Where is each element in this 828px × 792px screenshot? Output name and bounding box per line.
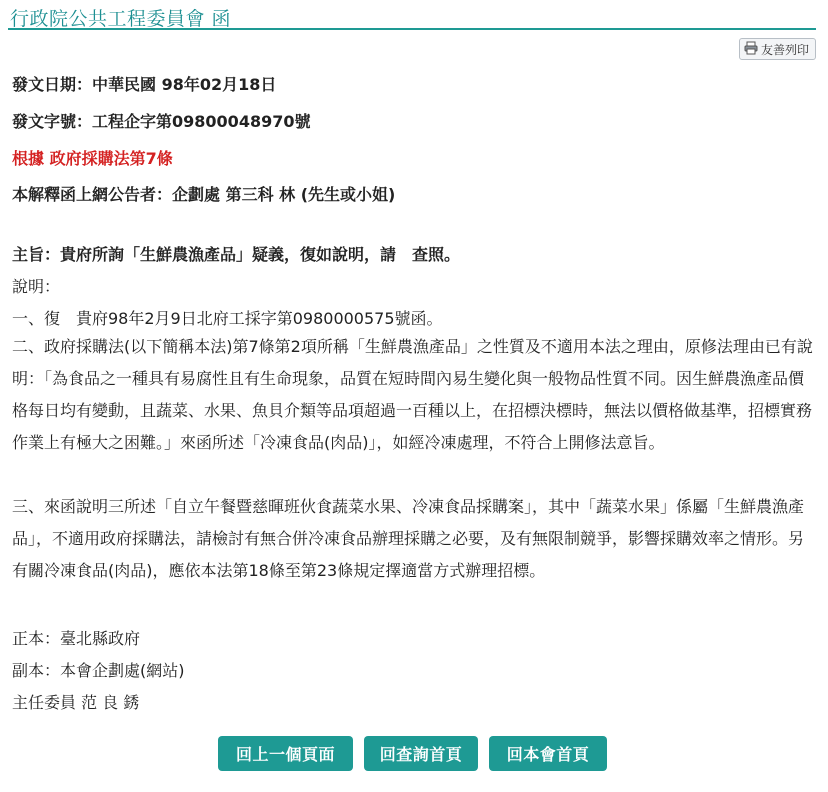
back-button[interactable]: 回上一個頁面 <box>218 736 353 771</box>
issue-date-value: 中華民國 98年02月18日 <box>92 75 277 94</box>
explanation-label: 說明： <box>12 277 61 296</box>
copy-recipient: 副本：本會企劃處(網站) <box>12 661 185 680</box>
friendly-print-button[interactable] <box>739 38 816 60</box>
document-number-value: 工程企字第09800048970號 <box>92 112 311 131</box>
printer-icon <box>744 41 758 58</box>
page-header <box>8 2 816 30</box>
navigation-buttons <box>0 736 828 772</box>
original-recipient: 正本：臺北縣政府 <box>12 629 141 648</box>
subject-line: 主旨：貴府所詢「生鮮農漁產品」疑義，復如說明，請 查照。 <box>12 245 461 264</box>
page-title: 行政院公共工程委員會 函 <box>10 8 232 30</box>
search-home-button[interactable]: 回查詢首頁 <box>364 736 478 771</box>
signer: 主任委員 范 良 銹 <box>12 693 140 712</box>
issue-date <box>12 72 276 95</box>
legal-basis: 根據 政府採購法第7條 <box>12 149 173 168</box>
publisher <box>12 182 395 205</box>
document-number <box>12 109 310 132</box>
publisher-label: 本解釋函上網公告者： <box>12 185 173 204</box>
friendly-print-label: 友善列印 <box>760 42 809 57</box>
site-home-button[interactable]: 回本會首頁 <box>489 736 607 771</box>
explanation-item-1: 一、復 貴府98年2月9日北府工採字第0980000575號函。 <box>12 309 443 328</box>
issue-date-label: 發文日期： <box>12 75 93 94</box>
explanation-item-2: 二、政府採購法(以下簡稱本法)第7條第2項所稱「生鮮農漁產品」之性質及不適用本法之理由，原修法理由已有說明：「為食品之一種具有易腐性且有生命現象，品質在短時間內易生變化與一般物品性質不同。因生鮮農漁產品價格每日均有變動，且蔬菜、水果、魚貝介類等品項超過一百種以上，在招標決標時，無法以價格做基準，招標實務作業上有極大之困難。」來函所述「冷凍食品(肉品)」，如經冷凍處理，不符合上開修法意旨。 <box>12 337 813 452</box>
publisher-value: 企劃處 第三科 林 (先生或小姐) <box>172 185 396 204</box>
document-number-label: 發文字號： <box>12 112 93 131</box>
explanation-item-3: 三、來函說明三所述「自立午餐暨慈暉班伙食蔬菜水果、冷凍食品採購案」，其中「蔬菜水果」係屬「生鮮農漁產品」，不適用政府採購法，請檢討有無合併冷凍食品辦理採購之必要，及有無限制競爭，影響採購效率之情形。另有關冷凍食品(肉品)，應依本法第18條至第23條規定擇適當方式辦理招標。 <box>12 497 805 580</box>
